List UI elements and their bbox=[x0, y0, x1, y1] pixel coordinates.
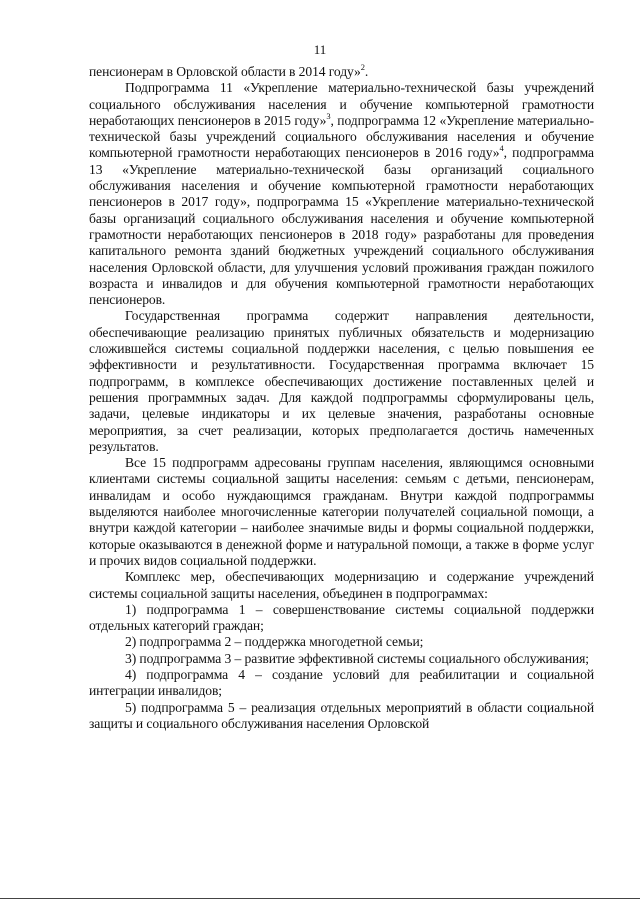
page-number: 11 bbox=[313, 42, 327, 57]
paragraph-tail: . bbox=[364, 64, 369, 79]
list-item: 3) подпрограмма 3 – развитие эффективной системы социального обслуживания; bbox=[125, 650, 589, 666]
paragraph-subprograms-11-15 bbox=[89, 80, 594, 308]
paragraph-target-groups: Все 15 подпрограмм адресованы группам населения, являющимся основными клиентами системы социальной защиты населения: семьям с детьми, пенсионерам, инвалидам и особо нуждающимся гражданам. Внутри каждой подпрограммы выделяются наиболее многочисленные категории получателей социальной помощи, а внутри каждой категории – наиболее значимые виды и формы социальной поддержки, которые оказываются в денежной форме и натуральной помощи, а также в форме услуг и прочих видов социальной поддержки. bbox=[89, 455, 594, 568]
paragraph-tail: , подпрограмма 13 «Укрепление материально-технической базы организаций социального обслуживания населения и обучение компьютерной грамотности неработающих пенсионеров в 2017 году», подпрограмма 15 «Укрепление материально-технической базы организаций социального обслуживания населения и обучение компьютерной грамотности неработающих пенсионеров в 2018 году» разработаны для проведения капитального ремонта зданий бюджетных учреждений социального обслуживания населения Орловской области, для улучшения условий проживания граждан пожилого возраста и инвалидов и для обучения компьютерной грамотности неработающих пенсионеров. bbox=[89, 145, 594, 308]
list-item: 2) подпрограмма 2 – поддержка многодетной семьи; bbox=[125, 634, 424, 650]
list-item: 5) подпрограмма 5 – реализация отдельных мероприятий в области социальной защиты и социального обслуживания населения Орловской bbox=[89, 699, 594, 731]
list-item: 4) подпрограмма 4 – создание условий для реабилитации и социальной интеграции инвалидов; bbox=[89, 666, 594, 699]
paragraph-text: Подпрограмма 11 «Укрепление материально-технической базы учреждений социального обслуживания населения и обучение компьютерной грамотности неработающих пенсионеров в 2015 году» bbox=[89, 80, 594, 128]
document-body bbox=[89, 64, 594, 732]
paragraph-continuation bbox=[89, 64, 594, 80]
paragraph-tail: , подпрограмма 12 «Укрепление материально-технической базы учреждений социального обслуживания населения и обучение компьютерной грамотности неработающих пенсионеров в 2016 году» bbox=[89, 112, 594, 161]
footnote-ref: 4 bbox=[499, 143, 504, 154]
page-bottom-edge bbox=[0, 898, 640, 899]
list-item: 1) подпрограмма 1 – совершенствование системы социальной поддержки отдельных категорий граждан; bbox=[89, 601, 594, 634]
paragraph-program-directions: Государственная программа содержит направления деятельности, обеспечивающие реализацию принятых публичных обязательств и модернизацию сложившейся системы социальной поддержки населения, с целью повышения ее эффективности и результативности. Государственная программа включает 15 подпрограмм, в комплексе обеспечивающих достижение поставленных целей и решения программных задач. Для каждой подпрограммы сформулированы цель, задачи, целевые индикаторы и их целевые значения, разработаны основные мероприятия, за счет реализации, которых предполагается достичь намеченных результатов. bbox=[89, 308, 594, 454]
paragraph-text: пенсионерам в Орловской области в 2014 году» bbox=[89, 64, 361, 79]
paragraph-measures-complex: Комплекс мер, обеспечивающих модернизацию и содержание учреждений системы социальной защиты населения, объединен в подпрограммах: bbox=[89, 569, 594, 601]
footnote-ref: 2 bbox=[360, 62, 365, 72]
footnote-ref: 3 bbox=[326, 110, 331, 121]
